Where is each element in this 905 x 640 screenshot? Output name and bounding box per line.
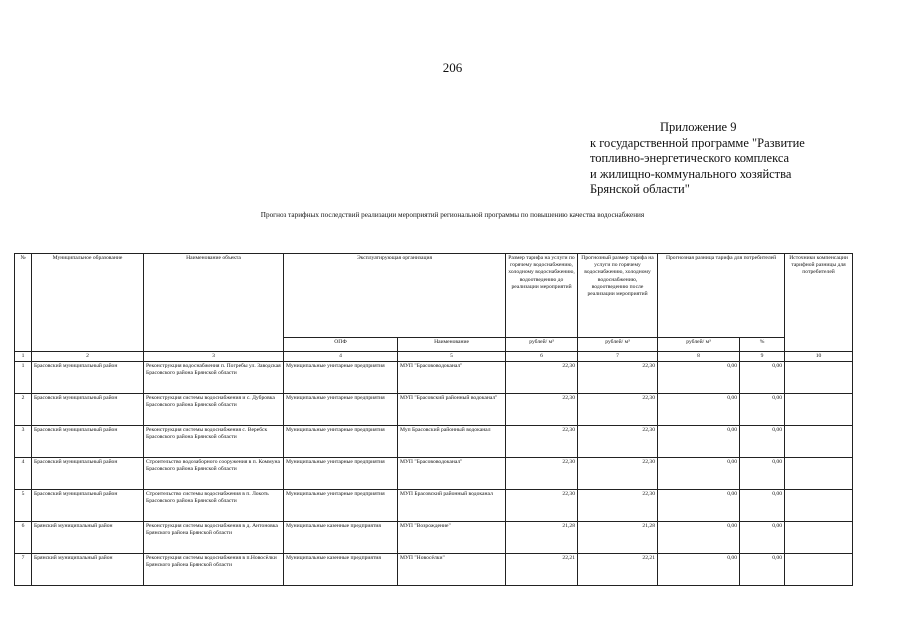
tariff-percent-cell: 0,00 xyxy=(740,554,785,586)
tariff-percent-cell: 0,00 xyxy=(740,458,785,490)
appendix-line: Брянской области" xyxy=(590,182,690,196)
col-number: 5 xyxy=(398,352,506,362)
opf-cell: Муниципальные унитарные предприятия xyxy=(284,362,398,394)
object-cell: Реконструкция системы водоснабжения и с. Дубровка Брасовского района Брянской области xyxy=(144,394,284,426)
municipality-cell: Брасовский муниципальный район xyxy=(32,426,144,458)
tariff-percent-cell: 0,00 xyxy=(740,522,785,554)
col-number: 6 xyxy=(506,352,578,362)
appendix-block xyxy=(590,120,890,198)
header-opf: ОПФ xyxy=(284,338,398,352)
opf-cell: Муниципальные казенные предприятия xyxy=(284,554,398,586)
tariff-after-cell: 22,30 xyxy=(578,394,658,426)
opf-cell: Муниципальные казенные предприятия xyxy=(284,522,398,554)
tariff-before-cell: 22,30 xyxy=(506,362,578,394)
col-number: 10 xyxy=(785,352,853,362)
row-number: 6 xyxy=(15,522,32,554)
tariff-diff-cell: 0,00 xyxy=(658,458,740,490)
source-cell xyxy=(785,362,853,394)
tariff-before-cell: 22,30 xyxy=(506,458,578,490)
org-name-cell: МУП "Брасововодоканал" xyxy=(398,458,506,490)
tariff-diff-cell: 0,00 xyxy=(658,490,740,522)
tariff-after-cell: 22,30 xyxy=(578,426,658,458)
source-cell xyxy=(785,490,853,522)
header-unit: рублей/ м³ xyxy=(506,338,578,352)
org-name-cell: МУП "Возрождение" xyxy=(398,522,506,554)
source-cell xyxy=(785,522,853,554)
col-number: 1 xyxy=(15,352,32,362)
table-row xyxy=(15,362,853,394)
row-number: 1 xyxy=(15,362,32,394)
tariff-diff-cell: 0,00 xyxy=(658,362,740,394)
header-tariff-diff: Прогнозная разница тарифа для потребителей xyxy=(658,254,785,338)
appendix-line: к государственной программе "Развитие xyxy=(590,135,805,150)
tariff-after-cell: 22,30 xyxy=(578,362,658,394)
header-municipality: Муниципальное образование xyxy=(32,254,144,352)
source-cell xyxy=(785,426,853,458)
header-percent: % xyxy=(740,338,785,352)
municipality-cell: Брасовский муниципальный район xyxy=(32,394,144,426)
tariff-percent-cell: 0,00 xyxy=(740,394,785,426)
appendix-line: топливно-энергетического комплекса xyxy=(590,151,790,165)
table-row xyxy=(15,394,853,426)
document-title: Прогноз тарифных последствий реализации мероприятий региональной программы по повышению качества водоснабжения xyxy=(260,211,645,219)
header-object: Наименование объекта xyxy=(144,254,284,352)
org-name-cell: МУП Брасовский районный водоканал xyxy=(398,490,506,522)
col-number: 2 xyxy=(32,352,144,362)
tariff-before-cell: 21,28 xyxy=(506,522,578,554)
source-cell xyxy=(785,394,853,426)
tariff-before-cell: 22,30 xyxy=(506,394,578,426)
tariff-after-cell: 22,30 xyxy=(578,490,658,522)
col-number: 4 xyxy=(284,352,398,362)
org-name-cell: Муп Брасовский районный водоканал xyxy=(398,426,506,458)
table-row xyxy=(15,458,853,490)
municipality-cell: Брянский муниципальный район xyxy=(32,554,144,586)
object-cell: Реконструкция системы водоснабжения в п.Новосёлки Брянского района Брянской области xyxy=(144,554,284,586)
tariff-percent-cell: 0,00 xyxy=(740,362,785,394)
tariff-diff-cell: 0,00 xyxy=(658,522,740,554)
table-row xyxy=(15,522,853,554)
col-number: 8 xyxy=(658,352,740,362)
tariff-diff-cell: 0,00 xyxy=(658,426,740,458)
header-operator: Эксплуатирующая организация xyxy=(284,254,506,338)
org-name-cell: МУП "Брасовский районный водоканал" xyxy=(398,394,506,426)
org-name-cell: МУП "Новосёлки" xyxy=(398,554,506,586)
tariff-diff-cell: 0,00 xyxy=(658,394,740,426)
object-cell: Реконструкция водоснабжения п. Погребы ул. Заводская Брасовского района Брянской области xyxy=(144,362,284,394)
page-number: 206 xyxy=(442,60,463,75)
row-number: 3 xyxy=(15,426,32,458)
tariff-after-cell: 22,30 xyxy=(578,458,658,490)
header-unit: рублей/ м³ xyxy=(658,338,740,352)
municipality-cell: Брасовский муниципальный район xyxy=(32,490,144,522)
header-unit: рублей/ м³ xyxy=(578,338,658,352)
tariff-diff-cell: 0,00 xyxy=(658,554,740,586)
header-name: Наименование xyxy=(398,338,506,352)
header-tariff-size: Размер тарифа на услуги по горячему водоснабжению, холодному водоснабжению, водоотведению до реализации мероприятий xyxy=(506,254,578,338)
tariff-percent-cell: 0,00 xyxy=(740,426,785,458)
row-number: 2 xyxy=(15,394,32,426)
header-sources: Источники компенсации тарифной разницы для потребителей xyxy=(785,254,853,352)
opf-cell: Муниципальные унитарные предприятия xyxy=(284,458,398,490)
col-number: 7 xyxy=(578,352,658,362)
tariff-table xyxy=(14,253,853,586)
object-cell: Реконструкция системы водоснабжения с. Веребск Брасовского района Брянской области xyxy=(144,426,284,458)
header-tariff-forecast: Прогнозный размер тарифа на услуги по горячему водоснабжению, холодному водоснабжению, водоотведению после реализации мероприятий xyxy=(578,254,658,338)
object-cell: Строительство водозаборного сооружения в п. Коммуна Брасовского района Брянской области xyxy=(144,458,284,490)
municipality-cell: Брасовский муниципальный район xyxy=(32,362,144,394)
tariff-percent-cell: 0,00 xyxy=(740,490,785,522)
object-cell: Реконструкция системы водоснабжения в д. Антоновка Брянского района Брянской области xyxy=(144,522,284,554)
row-number: 5 xyxy=(15,490,32,522)
source-cell xyxy=(785,554,853,586)
municipality-cell: Брянский муниципальный район xyxy=(32,522,144,554)
appendix-line: и жилищно-коммунального хозяйства xyxy=(590,166,792,181)
table-row xyxy=(15,426,853,458)
tariff-before-cell: 22,30 xyxy=(506,490,578,522)
object-cell: Строительство системы водоснабжения в п. Локоть Брасовского района Брянской области xyxy=(144,490,284,522)
municipality-cell: Брасовский муниципальный район xyxy=(32,458,144,490)
row-number: 7 xyxy=(15,554,32,586)
table-row xyxy=(15,490,853,522)
opf-cell: Муниципальные унитарные предприятия xyxy=(284,490,398,522)
tariff-after-cell: 21,28 xyxy=(578,522,658,554)
appendix-title: Приложение 9 xyxy=(660,120,737,134)
row-number: 4 xyxy=(15,458,32,490)
org-name-cell: МУП "Брасововодоканал" xyxy=(398,362,506,394)
header-no: № xyxy=(15,254,32,352)
col-number: 3 xyxy=(144,352,284,362)
col-number: 9 xyxy=(740,352,785,362)
tariff-before-cell: 22,21 xyxy=(506,554,578,586)
opf-cell: Муниципальные унитарные предприятия xyxy=(284,394,398,426)
tariff-before-cell: 22,30 xyxy=(506,426,578,458)
opf-cell: Муниципальные унитарные предприятия xyxy=(284,426,398,458)
table-row xyxy=(15,554,853,586)
source-cell xyxy=(785,458,853,490)
tariff-after-cell: 22,21 xyxy=(578,554,658,586)
